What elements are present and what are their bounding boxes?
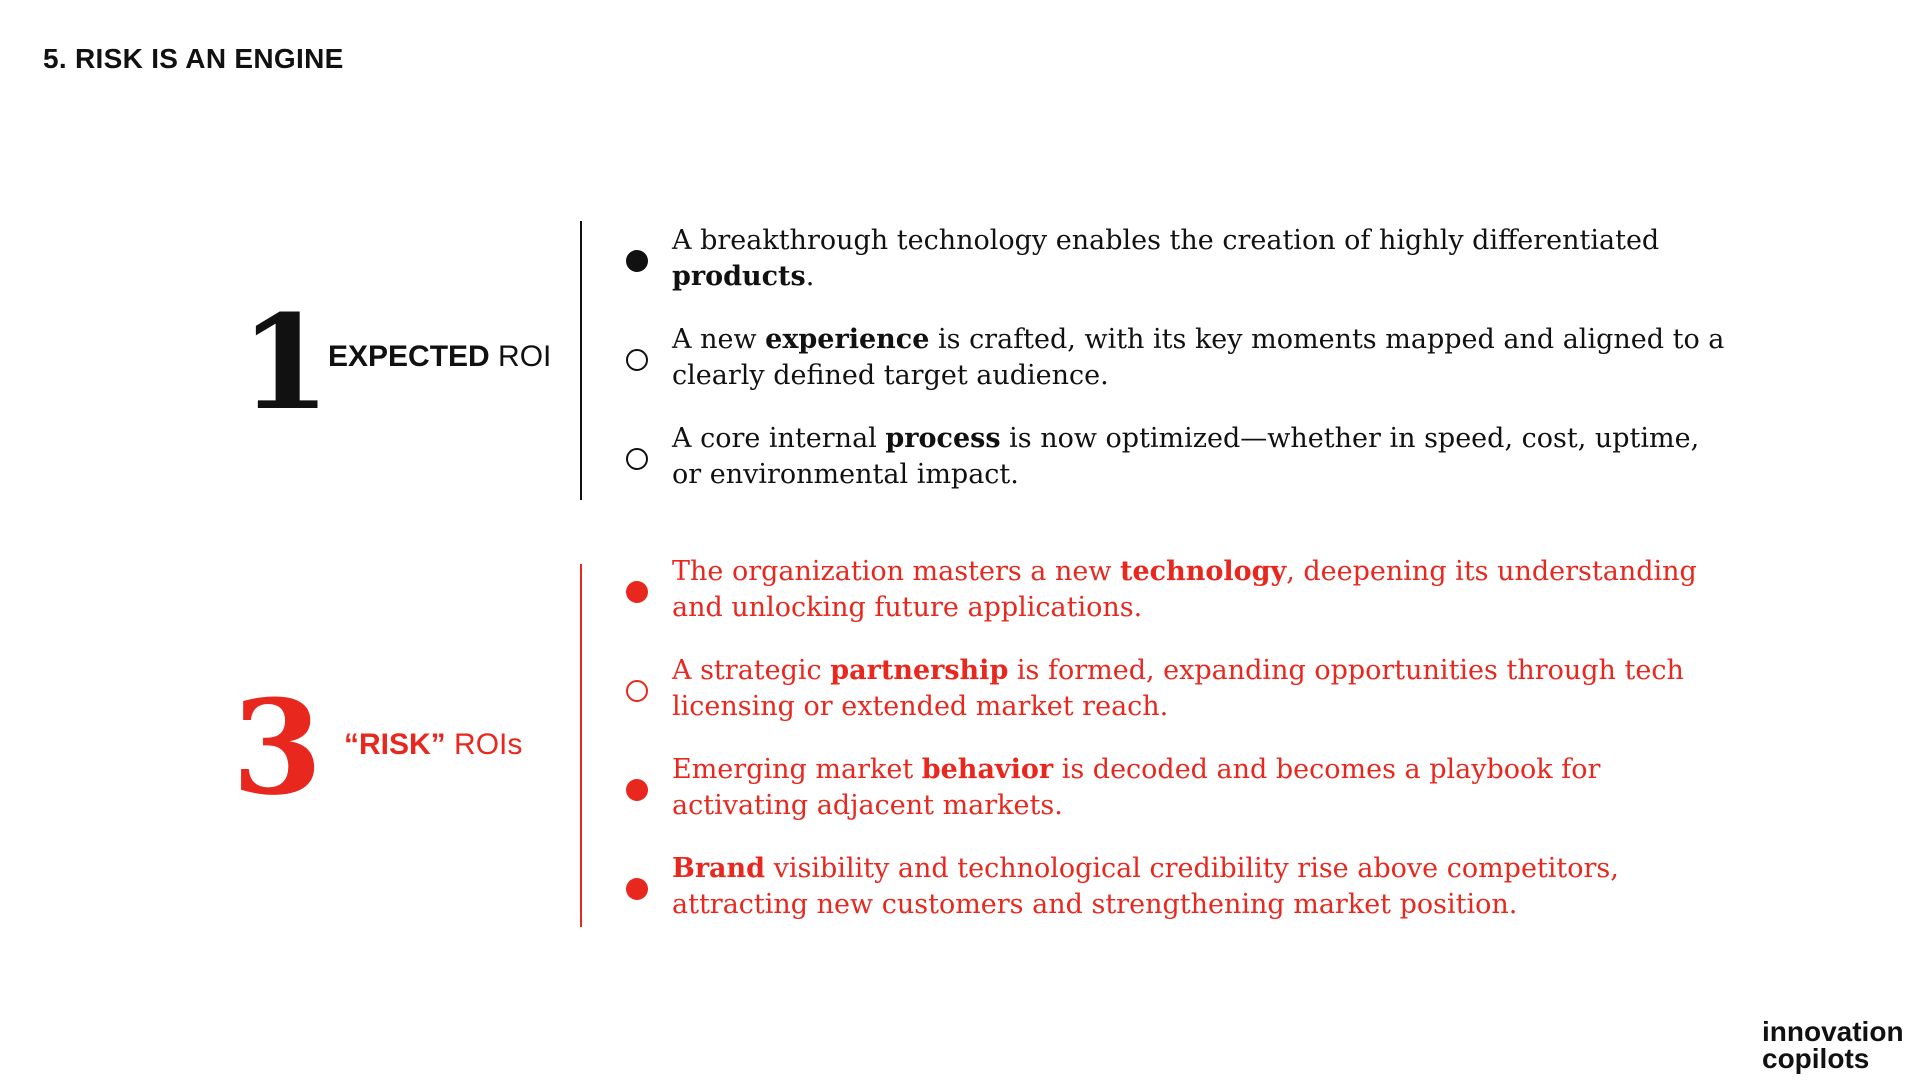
risk-rois-number: 3 [232,671,323,824]
item-text-after: , deepening its understanding and unlocking future applications. [672,556,1697,623]
hollow-circle-icon [626,349,648,371]
item-text-before: A breakthrough technology enables the creation of highly differentiated [672,225,1660,256]
item-keyword: experience [765,324,930,355]
hollow-circle-icon [626,448,648,470]
filled-circle-icon [626,878,648,900]
item-text-after: is crafted, with its key moments mapped and aligned to a clearly defined target audience. [672,324,1725,391]
filled-circle-icon [626,779,648,801]
item-keyword: behavior [921,754,1054,785]
risk-rois-label-strong: “RISK” [344,728,446,761]
expected-roi-list [620,223,1732,520]
risk-roi-item [620,851,1732,923]
item-text-after: is now optimized—whether in speed, cost, uptime, or environmental impact. [672,423,1700,490]
expected-roi-divider [580,221,582,500]
item-text-before: A strategic [672,655,831,686]
risk-roi-item [620,752,1732,824]
item-keyword: technology [1120,556,1287,587]
risk-rois-list [620,554,1732,950]
expected-roi-label [328,340,551,374]
expected-roi-item [620,223,1732,295]
innovation-copilots-logo [1762,1018,1904,1072]
expected-roi-label-strong: EXPECTED [328,340,490,373]
item-text-before: A core internal [672,423,886,454]
expected-roi-item [620,322,1732,394]
risk-roi-item [620,554,1732,626]
filled-circle-icon [626,581,648,603]
item-text-after: is formed, expanding opportunities through tech licensing or extended market reach. [672,655,1684,722]
item-text-after: visibility and technological credibility rise above competitors, attracting new customers and strengthening market position. [672,853,1619,920]
slide-title: 5. RISK IS AN ENGINE [43,43,344,74]
item-text-before: A new [672,324,766,355]
item-keyword: partnership [830,655,1009,686]
item-text-after: is decoded and becomes a playbook for activating adjacent markets. [672,754,1601,821]
expected-roi-label-rest: ROI [489,340,552,373]
expected-roi-item [620,421,1732,493]
item-keyword: Brand [672,853,766,884]
item-keyword: products [672,261,806,292]
risk-rois-label [344,728,522,762]
filled-circle-icon [626,250,648,272]
logo-line-1: innovation [1762,1016,1904,1047]
item-text-after: . [805,261,815,292]
item-keyword: process [885,423,1001,454]
expected-roi-number: 1 [240,286,331,439]
item-text-before: Emerging market [672,754,922,785]
risk-roi-item [620,653,1732,725]
item-text-before: The organization masters a new [672,556,1121,587]
risk-rois-divider [580,564,582,927]
hollow-circle-icon [626,680,648,702]
risk-rois-label-rest: ROIs [445,728,523,761]
logo-line-2: copilots [1762,1043,1870,1074]
